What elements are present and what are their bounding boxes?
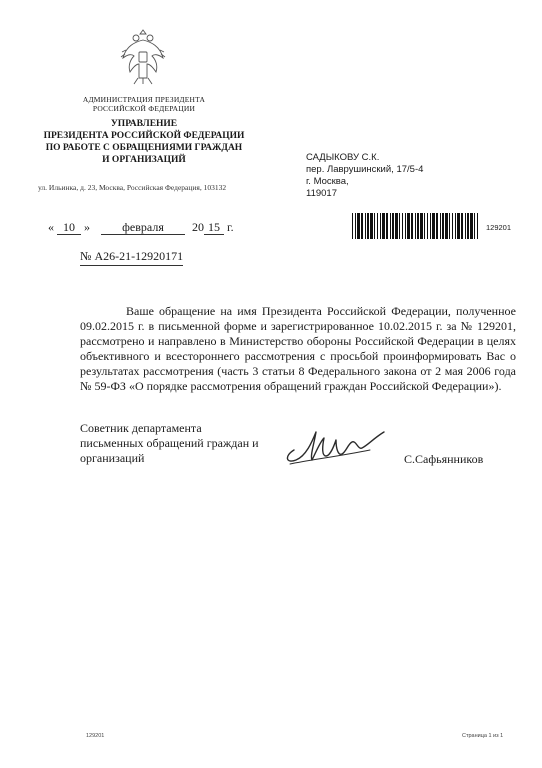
barcode-bar [352,213,353,239]
date-year-unit: г. [227,220,234,234]
coat-of-arms-emblem-icon [118,26,168,88]
handwritten-signature-icon [280,420,390,468]
barcode-bar [377,213,378,239]
barcode-bar [457,213,460,239]
date-quote-close: » [84,220,90,234]
barcode-bar [380,213,381,239]
date-month: февраля [101,221,185,235]
dept-line-4: И ОРГАНИЗАЦИЙ [102,155,186,165]
barcode-bar [411,213,413,239]
dept-line-1: УПРАВЛЕНИЕ [110,119,178,129]
organization-name [60,95,228,113]
recipient-city: г. Москва, [306,176,349,187]
sender-address: ул. Ильинка, д. 23, Москва, Российская Федерация, 103132 [38,183,227,192]
org-line-2: РОССИЙСКОЙ ФЕДЕРАЦИИ [92,104,196,113]
barcode-bar [465,213,466,239]
barcode-bar [370,213,373,239]
date-day: 10 [57,221,81,235]
barcode-bar [474,213,475,239]
recipient-block [306,152,423,200]
barcode-bar [357,213,360,239]
document-date [48,220,234,235]
barcode-bar [374,213,375,239]
department-name [40,118,248,166]
barcode-bar [392,213,394,239]
footer-document-id: 129201 [86,733,105,739]
registration-number [80,249,183,266]
signatory-title-line-3: организаций [80,451,145,465]
barcode-bar [407,213,410,239]
recipient-name: САДЫКОВУ С.К. [306,152,380,163]
date-year-suffix: 15 [204,221,224,235]
barcode-bar [461,213,463,239]
registration-prefix: № [80,249,92,263]
barcode-bar [449,213,450,239]
barcode-bar [440,213,441,239]
barcode-image [352,213,480,239]
barcode-bar [390,213,391,239]
signatory-name: С.Сафьянников [404,452,484,466]
barcode-bar [470,213,473,239]
barcode-bar [432,213,435,239]
barcode-bar [442,213,444,239]
barcode-bar [430,213,431,239]
footer-page-number: Страница 1 из 1 [462,733,504,739]
barcode-bar [427,213,428,239]
barcode-bar [402,213,403,239]
org-line-1: АДМИНИСТРАЦИЯ ПРЕЗИДЕНТА [82,95,206,104]
barcode-bar [382,213,385,239]
barcode-number: 129201 [486,223,512,232]
signatory-title-line-1: Советник департамента [80,421,202,435]
barcode-bar [436,213,438,239]
barcode-bar [361,213,363,239]
dept-line-3: ПО РАБОТЕ С ОБРАЩЕНИЯМИ ГРАЖДАН [45,143,243,153]
barcode-bar [424,213,425,239]
signatory-title [80,421,290,466]
letter-body: Ваше обращение на имя Президента Российской Федерации, полученное 09.02.2015 г. в письменной форме и зарегистрированное 10.02.2015 г. за № 129201, рассмотрено и направлено в Министерство обороны Российской Федерации в целях объективного и всестороннего рассмотрения с просьбой проинформировать Вас о результатах рассмотрения (часть 3 статьи 8 Федерального закона от 2 мая 2006 года № 59-ФЗ «О порядке рассмотрения обращений граждан Российской Федерации»). [80,304,516,393]
barcode-bar [477,213,478,239]
barcode-bar [386,213,388,239]
barcode-bar [420,213,423,239]
barcode-bar [455,213,456,239]
barcode-bar [415,213,416,239]
dept-line-2: ПРЕЗИДЕНТА РОССИЙСКОЙ ФЕДЕРАЦИИ [43,131,245,141]
barcode-bar [355,213,356,239]
barcode-bar [395,213,398,239]
barcode-bar [452,213,453,239]
barcode-bar [365,213,366,239]
recipient-street: пер. Лаврушинский, 17/5-4 [306,164,424,175]
barcode-bar [467,213,469,239]
barcode-bar [367,213,369,239]
recipient-postcode: 119017 [306,188,337,199]
barcode-bar [445,213,448,239]
barcode-bar [405,213,406,239]
date-quote-open: « [48,220,54,234]
signatory-title-line-2: письменных обращений граждан и [80,436,259,450]
date-year-prefix: 20 [192,220,204,234]
barcode-bar [417,213,419,239]
barcode-bar [399,213,400,239]
registration-value: А26-21-12920171 [94,249,184,263]
